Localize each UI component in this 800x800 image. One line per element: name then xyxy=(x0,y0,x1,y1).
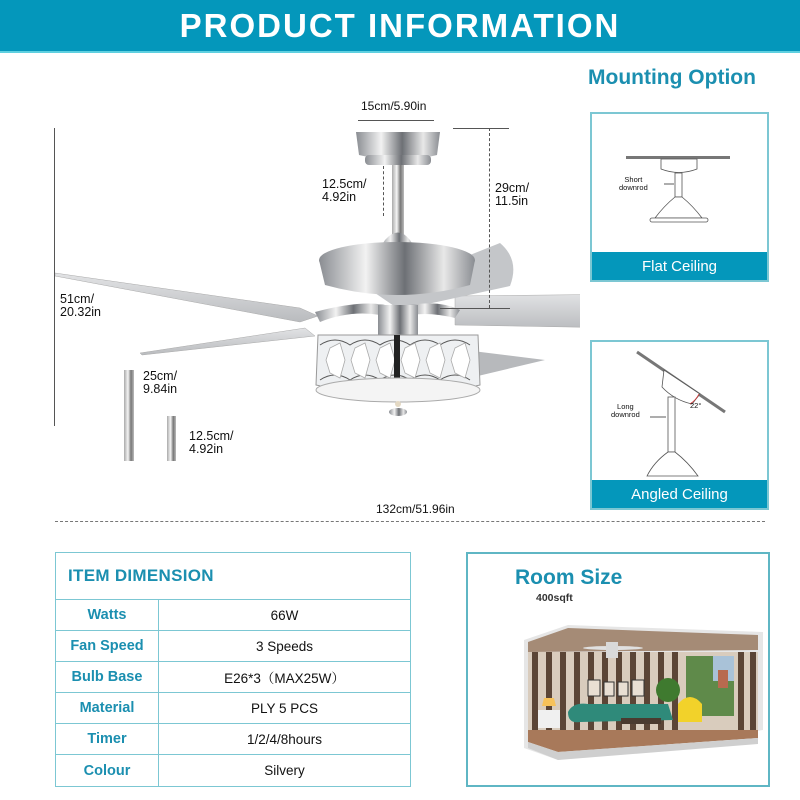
row-value: 1/2/4/8hours xyxy=(246,731,323,747)
short-downrod-label: 12.5cm/ 4.92in xyxy=(189,429,234,456)
blade-span-label: 132cm/51.96in xyxy=(376,502,455,516)
long-downrod-callout: Long downrod xyxy=(611,402,640,419)
row-value: PLY 5 PCS xyxy=(250,700,319,716)
item-dimension-table xyxy=(55,552,411,787)
room-size-card xyxy=(466,552,770,787)
canopy-width-line xyxy=(358,120,434,121)
flat-ceiling-card xyxy=(590,112,769,282)
blade-span-line xyxy=(55,521,765,522)
overall-height-label: 51cm/ 20.32in xyxy=(60,292,102,319)
row-key: Fan Speed xyxy=(56,631,159,661)
table-row xyxy=(56,662,410,693)
short-downrod-callout: Short downrod xyxy=(619,175,648,192)
ceiling-to-blade-label: 29cm/ 11.5in xyxy=(495,181,530,208)
row-key: Watts xyxy=(56,600,159,630)
room-size-title: Room Size xyxy=(515,566,623,589)
row-value: Silvery xyxy=(264,763,305,778)
row-key: Bulb Base xyxy=(56,662,159,692)
row-value: 66W xyxy=(270,607,299,623)
row-key: Timer xyxy=(56,724,159,754)
downrod-dim-line xyxy=(383,166,384,216)
angle-label: 22° xyxy=(690,401,702,410)
table-row xyxy=(56,600,410,631)
header-banner xyxy=(0,0,800,53)
table-row xyxy=(56,755,410,786)
row-value: 3 Speeds xyxy=(255,638,314,654)
row-key: Material xyxy=(56,693,159,723)
table-title: ITEM DIMENSION xyxy=(56,553,410,600)
flat-ceiling-label: Flat Ceiling xyxy=(592,252,767,280)
angled-ceiling-card xyxy=(590,340,769,510)
flat-ceiling-illustration xyxy=(592,114,767,252)
angled-ceiling-label: Angled Ceiling xyxy=(592,480,767,508)
fan-dimension-diagram xyxy=(0,60,580,530)
canopy-width-label: 15cm/5.90in xyxy=(361,99,427,113)
table-row xyxy=(56,724,410,755)
table-row xyxy=(56,693,410,724)
blade-ref-line xyxy=(440,308,510,309)
mounting-option-title: Mounting Option xyxy=(588,66,756,89)
room-size-value: 400sqft xyxy=(536,592,573,604)
long-downrod-label: 25cm/ 9.84in xyxy=(143,369,178,396)
table-row xyxy=(56,631,410,662)
page-title: PRODUCT INFORMATION xyxy=(179,6,621,44)
angled-ceiling-illustration xyxy=(592,342,767,480)
ceiling-to-blade-line xyxy=(489,128,490,308)
row-value: E26*3（MAX25W） xyxy=(224,671,345,686)
living-room-illustration xyxy=(518,620,768,760)
ceiling-ref-line xyxy=(453,128,509,129)
row-key: Colour xyxy=(56,755,159,786)
overall-height-line xyxy=(54,128,55,426)
downrod-installed-label: 12.5cm/ 4.92in xyxy=(322,177,367,204)
